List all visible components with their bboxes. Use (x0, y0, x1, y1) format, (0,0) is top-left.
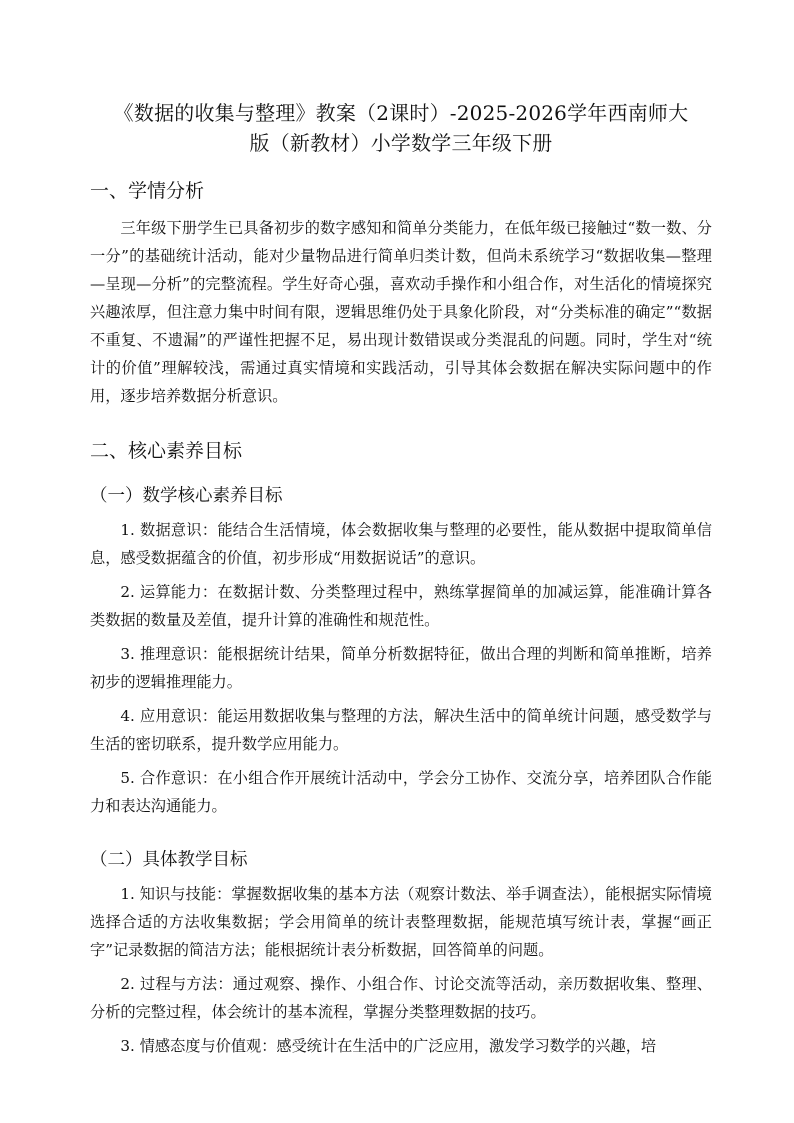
math-core-goals-list (90, 516, 712, 820)
title-line-2: 版（新教材）小学数学三年级下册 (249, 131, 553, 155)
section-heading-learner-analysis: 一、学情分析 (90, 180, 205, 202)
list-item: 4. 应用意识：能运用数据收集与整理的方法，解决生活中的简单统计问题，感受数学与生活的密切联系，提升数学应用能力。 (90, 707, 712, 753)
subsection-heading-math-core-goals: （一）数学核心素养目标 (90, 486, 283, 506)
section-heading-core-literacy-goals: 二、核心素养目标 (90, 440, 243, 462)
subsection-heading-specific-teaching-goals: （二）具体教学目标 (90, 850, 248, 870)
list-item: 5. 合作意识：在小组合作开展统计活动中，学会分工协作、交流分享，培养团队合作能力和表达沟通能力。 (90, 769, 712, 815)
spacer (90, 410, 712, 436)
document-title (90, 98, 712, 158)
spacer (90, 474, 712, 482)
list-item: 3. 推理意识：能根据统计结果，简单分析数据特征，做出合理的判断和简单推断，培养初步的逻辑推理能力。 (90, 645, 712, 691)
list-item: 2. 过程与方法：通过观察、操作、小组合作、讨论交流等活动，亲历数据收集、整理、分析的完整过程，体会统计的基本流程，掌握分类整理数据的技巧。 (90, 975, 712, 1021)
list-item: 1. 知识与技能：掌握数据收集的基本方法（观察计数法、举手调查法），能根据实际情境选择合适的方法收集数据；学会用简单的统计表整理数据，能规范填写统计表，掌握“画正字”记录数据的简洁方法；能根据统计表分析数据，回答简单的问题。 (90, 885, 712, 959)
specific-teaching-goals-list (90, 880, 712, 1060)
learner-analysis-paragraph: 三年级下册学生已具备初步的数字感知和简单分类能力，在低年级已接触过“数一数、分一分”的基础统计活动，能对少量物品进行简单归类计数，但尚未系统学习“数据收集—整理—呈现—分析”的完整流程。学生好奇心强，喜欢动手操作和小组合作，对生活化的情境探究兴趣浓厚，但注意力集中时间有限，逻辑思维仍处于具象化阶段，对“分类标准的确定”“数据不重复、不遗漏”的严谨性把握不足，易出现计数错误或分类混乱的问题。同时，学生对“统计的价值”理解较浅，需通过真实情境和实践活动，引导其体会数据在解决实际问题中的作用，逐步培养数据分析意识。 (90, 219, 712, 405)
spacer (90, 826, 712, 846)
list-item: 1. 数据意识：能结合生活情境，体会数据收集与整理的必要性，能从数据中提取简单信息，感受数据蕴含的价值，初步形成“用数据说话”的意识。 (90, 521, 712, 567)
title-line-1: 《数据的收集与整理》教案（2课时）-2025-2026学年西南师大 (113, 101, 689, 125)
list-item: 2. 运算能力：在数据计数、分类整理过程中，熟练掌握简单的加减运算，能准确计算各类数据的数量及差值，提升计算的准确性和规范性。 (90, 583, 712, 629)
list-item: 3. 情感态度与价值观：感受统计在生活中的广泛应用，激发学习数学的兴趣，培 (120, 1037, 657, 1055)
